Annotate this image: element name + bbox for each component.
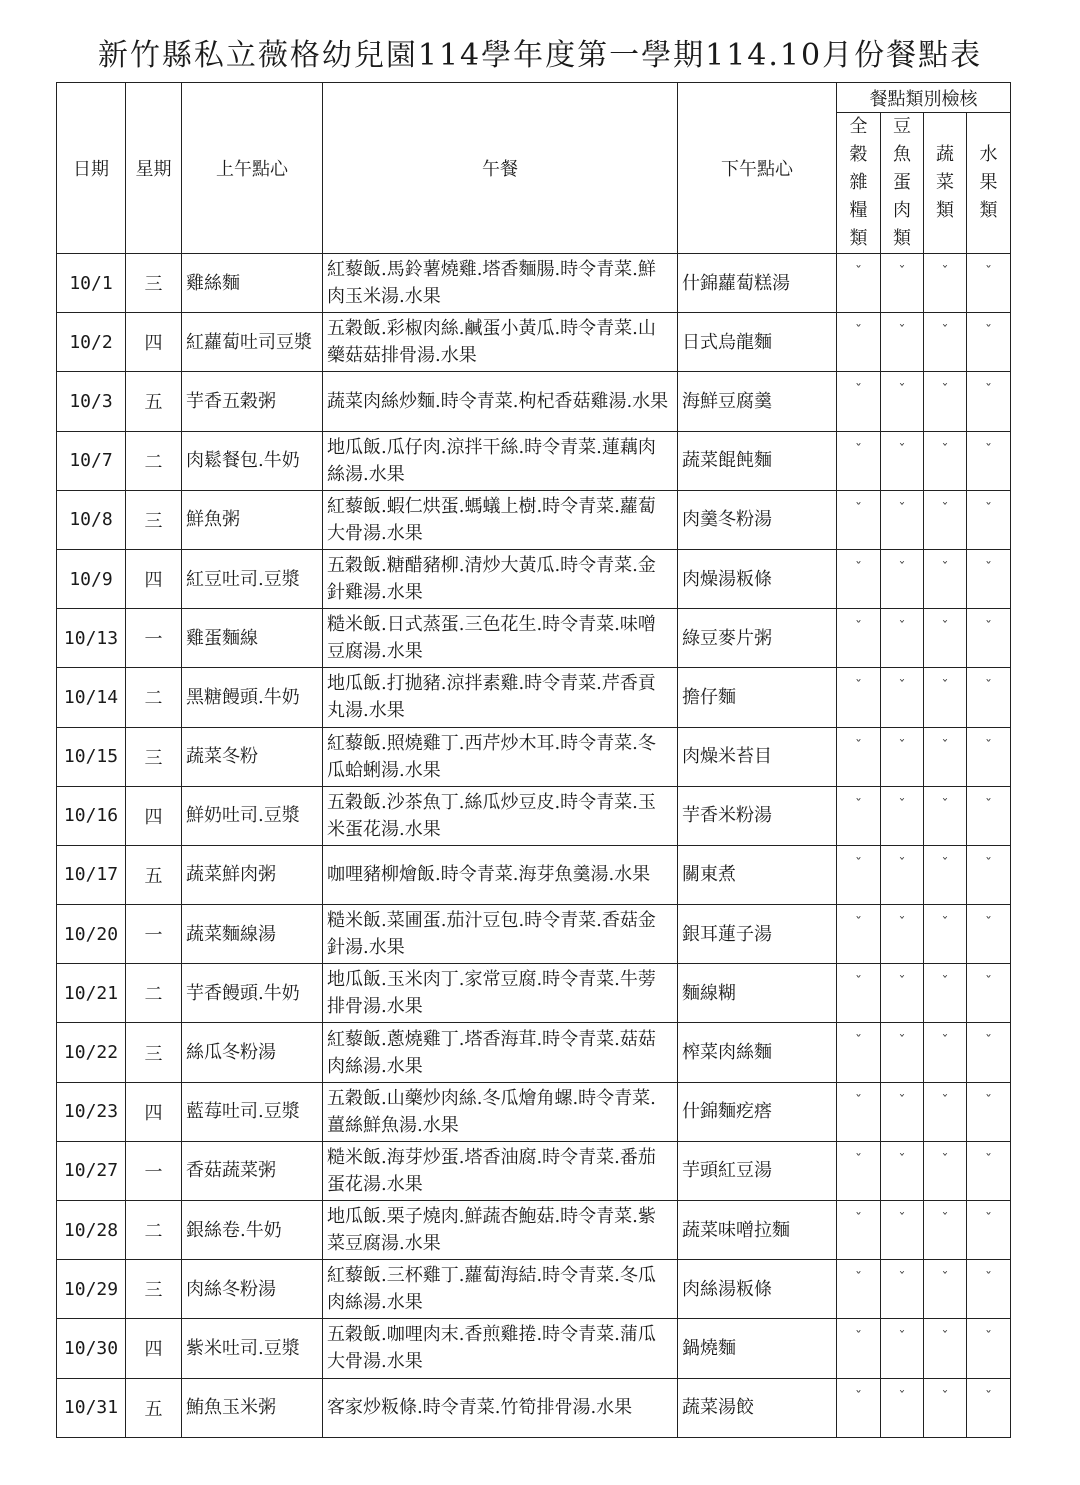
row-lunch: 地瓜飯.瓜仔肉.涼拌干絲.時令青菜.蓮藕肉絲湯.水果 xyxy=(323,431,678,490)
check-mark: ˇ xyxy=(881,1023,924,1082)
row-lunch: 紅藜飯.照燒雞丁.西芹炒木耳.時令青菜.冬瓜蛤蜊湯.水果 xyxy=(323,727,678,786)
row-pm-snack: 榨菜肉絲麵 xyxy=(678,1023,837,1082)
row-lunch: 五穀飯.彩椒肉絲.鹹蛋小黃瓜.時令青菜.山藥菇菇排骨湯.水果 xyxy=(323,313,678,372)
row-pm-snack: 鍋燒麵 xyxy=(678,1319,837,1378)
check-mark: ˇ xyxy=(837,668,881,727)
header-cat-veg xyxy=(924,113,967,254)
check-mark: ˇ xyxy=(837,1201,881,1260)
row-lunch: 地瓜飯.打拋豬.涼拌素雞.時令青菜.芹香貢丸湯.水果 xyxy=(323,668,678,727)
row-lunch: 紅藜飯.馬鈴薯燒雞.塔香麵腸.時令青菜.鮮肉玉米湯.水果 xyxy=(323,254,678,313)
row-lunch: 地瓜飯.玉米肉丁.家常豆腐.時令青菜.牛蒡排骨湯.水果 xyxy=(323,964,678,1023)
check-mark: ˇ xyxy=(881,254,924,313)
check-mark: ˇ xyxy=(837,727,881,786)
row-weekday: 五 xyxy=(126,372,182,431)
header-char: 類 xyxy=(893,228,911,249)
row-date: 10/23 xyxy=(57,1082,126,1141)
check-mark: ˇ xyxy=(837,609,881,668)
row-date: 10/9 xyxy=(57,549,126,608)
check-mark: ˇ xyxy=(924,549,967,608)
row-am-snack: 雞絲麵 xyxy=(182,254,323,313)
row-pm-snack: 什錦蘿蔔糕湯 xyxy=(678,254,837,313)
check-mark: ˇ xyxy=(924,1141,967,1200)
row-am-snack: 肉絲冬粉湯 xyxy=(182,1260,323,1319)
row-pm-snack: 擔仔麵 xyxy=(678,668,837,727)
check-mark: ˇ xyxy=(881,549,924,608)
check-mark: ˇ xyxy=(881,1378,924,1437)
check-mark: ˇ xyxy=(924,727,967,786)
check-mark: ˇ xyxy=(881,372,924,431)
header-cat-grain xyxy=(837,113,881,254)
header-char: 菜 xyxy=(936,172,954,193)
header-char: 類 xyxy=(979,200,998,221)
table-row xyxy=(57,372,1011,431)
row-weekday: 四 xyxy=(126,549,182,608)
check-mark: ˇ xyxy=(837,1319,881,1378)
header-date: 日期 xyxy=(57,83,126,254)
row-am-snack: 肉鬆餐包.牛奶 xyxy=(182,431,323,490)
row-weekday: 二 xyxy=(126,668,182,727)
header-char: 蛋 xyxy=(893,172,911,193)
row-date: 10/17 xyxy=(57,845,126,904)
check-mark: ˇ xyxy=(881,609,924,668)
table-row xyxy=(57,905,1011,964)
row-date: 10/13 xyxy=(57,609,126,668)
check-mark: ˇ xyxy=(967,490,1011,549)
row-date: 10/28 xyxy=(57,1201,126,1260)
row-weekday: 三 xyxy=(126,254,182,313)
check-mark: ˇ xyxy=(924,609,967,668)
check-mark: ˇ xyxy=(924,490,967,549)
row-date: 10/21 xyxy=(57,964,126,1023)
row-lunch: 地瓜飯.栗子燒肉.鮮蔬杏鮑菇.時令青菜.紫菜豆腐湯.水果 xyxy=(323,1201,678,1260)
table-row xyxy=(57,1260,1011,1319)
check-mark: ˇ xyxy=(967,1260,1011,1319)
header-char: 類 xyxy=(849,228,868,249)
check-mark: ˇ xyxy=(881,1319,924,1378)
check-mark: ˇ xyxy=(924,431,967,490)
check-mark: ˇ xyxy=(924,1260,967,1319)
row-am-snack: 紫米吐司.豆漿 xyxy=(182,1319,323,1378)
row-am-snack: 雞蛋麵線 xyxy=(182,609,323,668)
row-date: 10/20 xyxy=(57,905,126,964)
check-mark: ˇ xyxy=(924,1082,967,1141)
check-mark: ˇ xyxy=(837,490,881,549)
row-pm-snack: 蔬菜湯餃 xyxy=(678,1378,837,1437)
check-mark: ˇ xyxy=(924,372,967,431)
row-lunch: 五穀飯.沙茶魚丁.絲瓜炒豆皮.時令青菜.玉米蛋花湯.水果 xyxy=(323,786,678,845)
header-am-snack: 上午點心 xyxy=(182,83,323,254)
table-row xyxy=(57,254,1011,313)
check-mark: ˇ xyxy=(881,431,924,490)
check-mark: ˇ xyxy=(837,1082,881,1141)
row-pm-snack: 銀耳蓮子湯 xyxy=(678,905,837,964)
row-lunch: 五穀飯.山藥炒肉絲.冬瓜燴角螺.時令青菜.薑絲鮮魚湯.水果 xyxy=(323,1082,678,1141)
row-date: 10/30 xyxy=(57,1319,126,1378)
check-mark: ˇ xyxy=(881,313,924,372)
header-char: 糧 xyxy=(849,200,868,221)
table-row xyxy=(57,668,1011,727)
check-mark: ˇ xyxy=(967,372,1011,431)
row-weekday: 五 xyxy=(126,1378,182,1437)
check-mark: ˇ xyxy=(967,905,1011,964)
check-mark: ˇ xyxy=(967,1141,1011,1200)
check-mark: ˇ xyxy=(881,845,924,904)
check-mark: ˇ xyxy=(837,254,881,313)
row-date: 10/16 xyxy=(57,786,126,845)
check-mark: ˇ xyxy=(967,1319,1011,1378)
check-mark: ˇ xyxy=(881,727,924,786)
header-char: 肉 xyxy=(893,200,911,221)
row-lunch: 糙米飯.海芽炒蛋.塔香油腐.時令青菜.番茄蛋花湯.水果 xyxy=(323,1141,678,1200)
row-weekday: 三 xyxy=(126,1260,182,1319)
check-mark: ˇ xyxy=(837,1141,881,1200)
row-lunch: 糙米飯.日式蒸蛋.三色花生.時令青菜.味噌豆腐湯.水果 xyxy=(323,609,678,668)
check-mark: ˇ xyxy=(924,1201,967,1260)
row-pm-snack: 肉燥米苔目 xyxy=(678,727,837,786)
table-row xyxy=(57,313,1011,372)
row-pm-snack: 關東煮 xyxy=(678,845,837,904)
row-weekday: 二 xyxy=(126,1201,182,1260)
row-pm-snack: 日式烏龍麵 xyxy=(678,313,837,372)
row-am-snack: 紅蘿蔔吐司豆漿 xyxy=(182,313,323,372)
check-mark: ˇ xyxy=(924,254,967,313)
row-pm-snack: 芋頭紅豆湯 xyxy=(678,1141,837,1200)
header-char: 蔬 xyxy=(936,144,954,165)
table-row xyxy=(57,1023,1011,1082)
row-lunch: 蔬菜肉絲炒麵.時令青菜.枸杞香菇雞湯.水果 xyxy=(323,372,678,431)
row-am-snack: 藍莓吐司.豆漿 xyxy=(182,1082,323,1141)
table-row xyxy=(57,609,1011,668)
table-row xyxy=(57,964,1011,1023)
row-am-snack: 銀絲卷.牛奶 xyxy=(182,1201,323,1260)
check-mark: ˇ xyxy=(837,1260,881,1319)
row-date: 10/7 xyxy=(57,431,126,490)
row-weekday: 三 xyxy=(126,1023,182,1082)
table-row xyxy=(57,1319,1011,1378)
row-am-snack: 絲瓜冬粉湯 xyxy=(182,1023,323,1082)
check-mark: ˇ xyxy=(967,964,1011,1023)
row-lunch: 紅藜飯.蔥燒雞丁.塔香海茸.時令青菜.菇菇肉絲湯.水果 xyxy=(323,1023,678,1082)
row-lunch: 糙米飯.菜圃蛋.茄汁豆包.時令青菜.香菇金針湯.水果 xyxy=(323,905,678,964)
row-lunch: 五穀飯.糖醋豬柳.清炒大黃瓜.時令青菜.金針雞湯.水果 xyxy=(323,549,678,608)
row-date: 10/2 xyxy=(57,313,126,372)
check-mark: ˇ xyxy=(967,431,1011,490)
check-mark: ˇ xyxy=(881,668,924,727)
row-lunch: 紅藜飯.三杯雞丁.蘿蔔海結.時令青菜.冬瓜肉絲湯.水果 xyxy=(323,1260,678,1319)
header-char: 豆 xyxy=(893,116,911,137)
row-am-snack: 芋香五穀粥 xyxy=(182,372,323,431)
check-mark: ˇ xyxy=(967,609,1011,668)
row-weekday: 四 xyxy=(126,313,182,372)
row-weekday: 一 xyxy=(126,609,182,668)
header-cat-protein xyxy=(881,113,924,254)
row-date: 10/22 xyxy=(57,1023,126,1082)
row-date: 10/1 xyxy=(57,254,126,313)
row-weekday: 四 xyxy=(126,1319,182,1378)
header-char: 全 xyxy=(849,116,868,137)
row-am-snack: 蔬菜冬粉 xyxy=(182,727,323,786)
header-check-group: 餐點類別檢核 xyxy=(837,83,1011,113)
table-row xyxy=(57,490,1011,549)
check-mark: ˇ xyxy=(924,1319,967,1378)
check-mark: ˇ xyxy=(837,786,881,845)
check-mark: ˇ xyxy=(967,786,1011,845)
header-lunch: 午餐 xyxy=(323,83,678,254)
row-pm-snack: 蔬菜味噌拉麵 xyxy=(678,1201,837,1260)
check-mark: ˇ xyxy=(837,431,881,490)
row-pm-snack: 肉燥湯粄條 xyxy=(678,549,837,608)
check-mark: ˇ xyxy=(924,668,967,727)
row-date: 10/15 xyxy=(57,727,126,786)
row-date: 10/14 xyxy=(57,668,126,727)
check-mark: ˇ xyxy=(967,1378,1011,1437)
table-row xyxy=(57,549,1011,608)
row-lunch: 咖哩豬柳燴飯.時令青菜.海芽魚羹湯.水果 xyxy=(323,845,678,904)
check-mark: ˇ xyxy=(881,1260,924,1319)
check-mark: ˇ xyxy=(837,1378,881,1437)
check-mark: ˇ xyxy=(881,786,924,845)
row-weekday: 二 xyxy=(126,431,182,490)
row-weekday: 五 xyxy=(126,845,182,904)
header-char: 果 xyxy=(979,172,998,193)
check-mark: ˇ xyxy=(837,313,881,372)
check-mark: ˇ xyxy=(924,786,967,845)
check-mark: ˇ xyxy=(967,254,1011,313)
row-weekday: 三 xyxy=(126,490,182,549)
row-am-snack: 蔬菜鮮肉粥 xyxy=(182,845,323,904)
table-row xyxy=(57,727,1011,786)
row-date: 10/8 xyxy=(57,490,126,549)
row-am-snack: 香菇蔬菜粥 xyxy=(182,1141,323,1200)
check-mark: ˇ xyxy=(967,845,1011,904)
check-mark: ˇ xyxy=(881,1082,924,1141)
check-mark: ˇ xyxy=(924,1378,967,1437)
row-weekday: 一 xyxy=(126,1141,182,1200)
header-char: 魚 xyxy=(893,144,911,165)
check-mark: ˇ xyxy=(837,1023,881,1082)
table-row xyxy=(57,786,1011,845)
check-mark: ˇ xyxy=(837,905,881,964)
table-row xyxy=(57,1082,1011,1141)
check-mark: ˇ xyxy=(967,727,1011,786)
header-char: 類 xyxy=(936,200,954,221)
header-weekday: 星期 xyxy=(126,83,182,254)
table-row xyxy=(57,1378,1011,1437)
check-mark: ˇ xyxy=(881,1201,924,1260)
header-char: 穀 xyxy=(849,144,868,165)
row-am-snack: 鮮魚粥 xyxy=(182,490,323,549)
row-am-snack: 蔬菜麵線湯 xyxy=(182,905,323,964)
row-pm-snack: 蔬菜餛飩麵 xyxy=(678,431,837,490)
row-am-snack: 紅豆吐司.豆漿 xyxy=(182,549,323,608)
row-pm-snack: 麵線糊 xyxy=(678,964,837,1023)
header-char: 水 xyxy=(979,144,998,165)
row-weekday: 二 xyxy=(126,964,182,1023)
check-mark: ˇ xyxy=(967,313,1011,372)
table-row xyxy=(57,1201,1011,1260)
check-mark: ˇ xyxy=(967,668,1011,727)
row-date: 10/3 xyxy=(57,372,126,431)
row-date: 10/27 xyxy=(57,1141,126,1200)
row-pm-snack: 肉絲湯粄條 xyxy=(678,1260,837,1319)
check-mark: ˇ xyxy=(837,845,881,904)
check-mark: ˇ xyxy=(881,905,924,964)
row-lunch: 五穀飯.咖哩肉末.香煎雞捲.時令青菜.蒲瓜大骨湯.水果 xyxy=(323,1319,678,1378)
meal-table xyxy=(56,82,1011,1438)
table-row xyxy=(57,845,1011,904)
row-am-snack: 鮮奶吐司.豆漿 xyxy=(182,786,323,845)
row-date: 10/29 xyxy=(57,1260,126,1319)
check-mark: ˇ xyxy=(924,845,967,904)
row-weekday: 三 xyxy=(126,727,182,786)
check-mark: ˇ xyxy=(967,1082,1011,1141)
check-mark: ˇ xyxy=(837,372,881,431)
check-mark: ˇ xyxy=(924,313,967,372)
row-lunch: 客家炒粄條.時令青菜.竹筍排骨湯.水果 xyxy=(323,1378,678,1437)
row-pm-snack: 肉羹冬粉湯 xyxy=(678,490,837,549)
row-date: 10/31 xyxy=(57,1378,126,1437)
header-pm-snack: 下午點心 xyxy=(678,83,837,254)
row-am-snack: 芋香饅頭.牛奶 xyxy=(182,964,323,1023)
check-mark: ˇ xyxy=(881,490,924,549)
check-mark: ˇ xyxy=(967,1201,1011,1260)
row-pm-snack: 海鮮豆腐羹 xyxy=(678,372,837,431)
row-weekday: 四 xyxy=(126,1082,182,1141)
header-char: 雜 xyxy=(849,172,868,193)
table-row xyxy=(57,1141,1011,1200)
row-am-snack: 鮪魚玉米粥 xyxy=(182,1378,323,1437)
check-mark: ˇ xyxy=(881,1141,924,1200)
page-title: 新竹縣私立薇格幼兒園114學年度第一學期114.10月份餐點表 xyxy=(97,38,983,73)
table-row xyxy=(57,431,1011,490)
check-mark: ˇ xyxy=(881,964,924,1023)
row-am-snack: 黑糖饅頭.牛奶 xyxy=(182,668,323,727)
row-weekday: 一 xyxy=(126,905,182,964)
row-pm-snack: 綠豆麥片粥 xyxy=(678,609,837,668)
check-mark: ˇ xyxy=(967,1023,1011,1082)
row-weekday: 四 xyxy=(126,786,182,845)
check-mark: ˇ xyxy=(837,549,881,608)
row-pm-snack: 什錦麵疙瘩 xyxy=(678,1082,837,1141)
check-mark: ˇ xyxy=(924,1023,967,1082)
row-pm-snack: 芋香米粉湯 xyxy=(678,786,837,845)
header-cat-fruit xyxy=(967,113,1011,254)
check-mark: ˇ xyxy=(924,905,967,964)
row-lunch: 紅藜飯.蝦仁烘蛋.螞蟻上樹.時令青菜.蘿蔔大骨湯.水果 xyxy=(323,490,678,549)
check-mark: ˇ xyxy=(967,549,1011,608)
check-mark: ˇ xyxy=(924,964,967,1023)
check-mark: ˇ xyxy=(837,964,881,1023)
